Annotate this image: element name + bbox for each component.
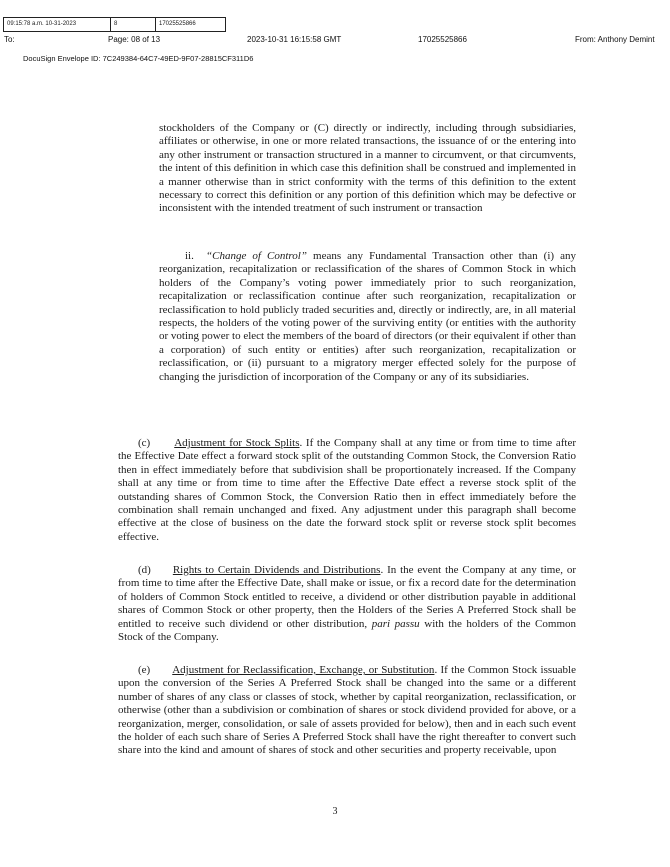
- section-c-text: . If the Company shall at any time or from time to time after the Effective Date effect a forward stock split of the outstanding Common Stock, the Conversion Ratio then in effect immediately before that subdivision shall be proportionately increased. If the Company shall at any time or from time to time after the Effective Date effect a reverse stock split of the outstanding shares of Common Stock, the Conversion Ratio then in effect immediately before the combination shall remain unchanged and fixed. Any adjustment under this paragraph shall become effective at the close of business on the date the forward stock split or reverse stock split becomes effective.: [118, 437, 576, 543]
- clause-number: ii.: [185, 250, 194, 262]
- section-c: [118, 437, 576, 544]
- clause-text: means any Fundamental Transaction other than (i) any reorganization, recapitalization or reclassification of the shares of Common Stock in which holders of the Company’s voting power immediately prior to such reorganization, recapitalization or reclassification continue after such reorganization, recapitalization or reclassification to hold publicly traded securities and, directly or indirectly, are, in all material respects, the holders of the voting power of the surviving entity (or entities with the authority or voting power to elect the members of the board of directors (or their equivalent if other than a corporation) of such entity or entities) after such reorganization, recapitalization or reclassification, or (ii) pursuant to a migratory merger effected solely for the purpose of changing the jurisdiction of incorporation of the Company or any of its subsidiaries.: [159, 250, 576, 383]
- fax-stamp-pages: 8: [111, 18, 156, 31]
- page-number: 3: [332, 806, 338, 817]
- section-e: [118, 664, 576, 758]
- section-d-italic: pari passu: [371, 617, 420, 630]
- section-c-heading: Adjustment for Stock Splits: [174, 437, 300, 449]
- paragraph-continuation: stockholders of the Company or (C) directly or indirectly, including through subsidiaries, affiliates or otherwise, in one or more related transactions, the issuance of or the entering into any other instrument or transaction structured in a manner to circumvent, or that circumvents, the intent of this definition in which case this definition shall be construed and implemented in a manner otherwise than in strict conformity with the terms of this definition to the extent necessary to correct this definition or any portion of this definition which may be defective or inconsistent with the intended treatment of such instrument or transaction: [159, 122, 576, 215]
- section-c-label: (c): [138, 437, 151, 449]
- fax-from: From: Anthony Demint: [575, 35, 655, 44]
- section-e-heading: Adjustment for Reclassification, Exchange, or Substitution: [172, 664, 435, 676]
- fax-number: 17025525866: [418, 35, 467, 44]
- section-d-label: (d): [138, 564, 151, 576]
- fax-datetime: 2023-10-31 16:15:58 GMT: [247, 35, 342, 44]
- section-e-text: . If the Common Stock issuable upon the conversion of the Series A Preferred Stock shall be changed into the same or a different number of shares of any class or classes of stock, whether by capital reorganization, reclassification, or otherwise (other than a subdivision or combination of shares or stock dividend provided for above, or a reorganization, merger, consolidation, or sale of assets provided for below), then and in each such event the holder of each such share of Series A Preferred Stock shall have the right thereafter to convert such share into the kind and amount of shares of stock and other securities and property receivable, upon: [118, 664, 576, 757]
- section-d-heading: Rights to Certain Dividends and Distributions: [172, 564, 381, 576]
- fax-to: To:: [4, 35, 15, 44]
- paragraph-change-of-control: [159, 250, 576, 384]
- section-d-tail: with the holders of the Common Stock of the Company.: [118, 617, 577, 644]
- fax-page: Page: 08 of 13: [108, 35, 161, 44]
- fax-stamp-number: 17025525866: [159, 21, 196, 27]
- fax-stamp-time: 09:15:78 a.m. 10-31-2023: [4, 18, 111, 31]
- fax-header: [0, 35, 670, 47]
- section-e-label: (e): [138, 664, 151, 676]
- fax-stamp: [3, 17, 226, 32]
- section-d: [118, 564, 576, 644]
- defined-term: “Change of Control”: [206, 250, 307, 262]
- docusign-envelope-id: DocuSign Envelope ID: 7C249384-64C7-49ED-9F07-28815CF311D6: [23, 54, 254, 63]
- section-d-text: . In the event the Company at any time, or from time to time after the Effective Date, shall make or issue, or fix a record date for the determination of holders of Common Stock entitled to receive, a dividend or other distribution payable in additional shares of Common Stock or other property, then the Holders of the Series A Preferred Stock shall be entitled to receive such dividend or other distribution,: [118, 564, 577, 630]
